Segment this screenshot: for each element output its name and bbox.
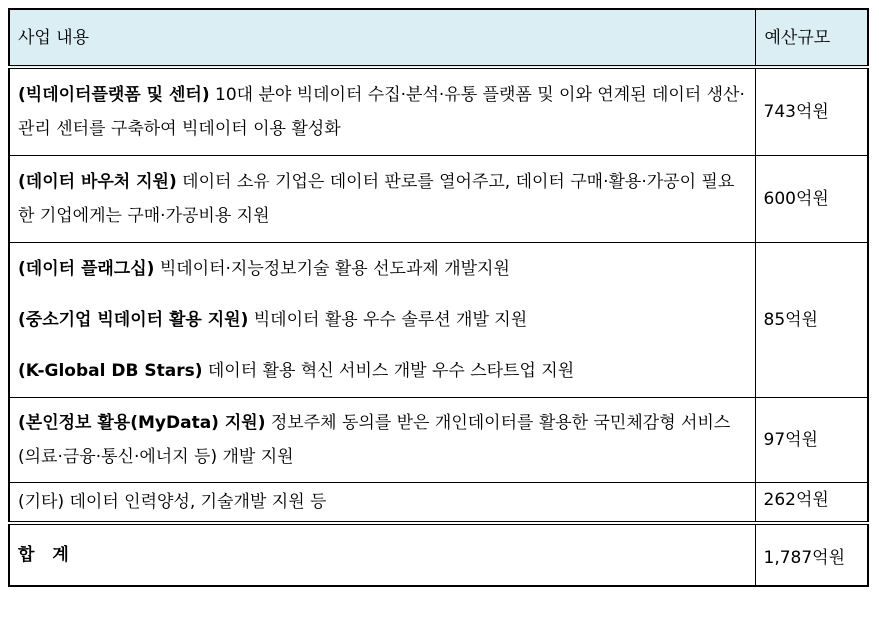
row-description	[9, 483, 755, 524]
row-budget: 262억원	[755, 483, 868, 524]
item-title: (데이터 바우처 지원)	[18, 172, 177, 192]
item-text: 빅데이터·지능정보기술 활용 선도과제 개발지원	[154, 258, 510, 279]
item-text: 빅데이터 활용 우수 솔루션 개발 지원	[248, 309, 528, 330]
row-item	[18, 78, 747, 146]
budget-table	[8, 8, 869, 587]
table-row	[9, 483, 868, 524]
header-budget: 예산규모	[755, 9, 868, 67]
item-title: (본인정보 활용(MyData) 지원)	[18, 413, 266, 433]
row-budget: 600억원	[755, 156, 868, 243]
item-title: (데이터 플래그십)	[18, 258, 155, 279]
item-text: 데이터 소유 기업은 데이터 판로를 열어주고, 데이터 구매·활용·가공이 필요한 기업에게는 구매·가공비용 지원	[18, 172, 735, 226]
row-budget: 85억원	[755, 243, 868, 398]
total-label	[9, 523, 755, 586]
row-budget: 743억원	[755, 67, 868, 156]
row-description	[9, 243, 755, 398]
total-label-text: 합 계	[18, 545, 75, 565]
row-item	[18, 346, 747, 397]
row-item	[18, 485, 747, 519]
item-text: 정보주체 동의를 받은 개인데이터를 활용한 국민체감형 서비스(의료·금융·통신·에너지 등) 개발 지원	[18, 413, 731, 467]
item-title: (중소기업 빅데이터 활용 지원)	[18, 309, 249, 330]
table-row	[9, 243, 868, 398]
total-budget: 1,787억원	[755, 523, 868, 586]
row-description	[9, 67, 755, 156]
item-text: (기타) 데이터 인력양성, 기술개발 지원 등	[18, 492, 327, 512]
row-item	[18, 295, 747, 346]
row-item	[18, 406, 747, 474]
header-row	[9, 9, 868, 67]
row-budget: 97억원	[755, 398, 868, 483]
row-description	[9, 156, 755, 243]
total-row	[9, 523, 868, 586]
item-text: 10대 분야 빅데이터 수집·분석·유통 플랫폼 및 이와 연계된 데이터 생산·관리 센터를 구축하여 빅데이터 이용 활성화	[18, 85, 745, 139]
table-row	[9, 156, 868, 243]
table-row	[9, 398, 868, 483]
header-content: 사업 내용	[9, 9, 755, 67]
item-text: 데이터 활용 혁신 서비스 개발 우수 스타트업 지원	[202, 360, 575, 381]
item-title: (빅데이터플랫폼 및 센터)	[18, 85, 210, 105]
item-title: (K-Global DB Stars)	[18, 360, 203, 381]
table-row	[9, 67, 868, 156]
row-item	[18, 244, 747, 295]
row-description	[9, 398, 755, 483]
row-item	[18, 165, 747, 233]
